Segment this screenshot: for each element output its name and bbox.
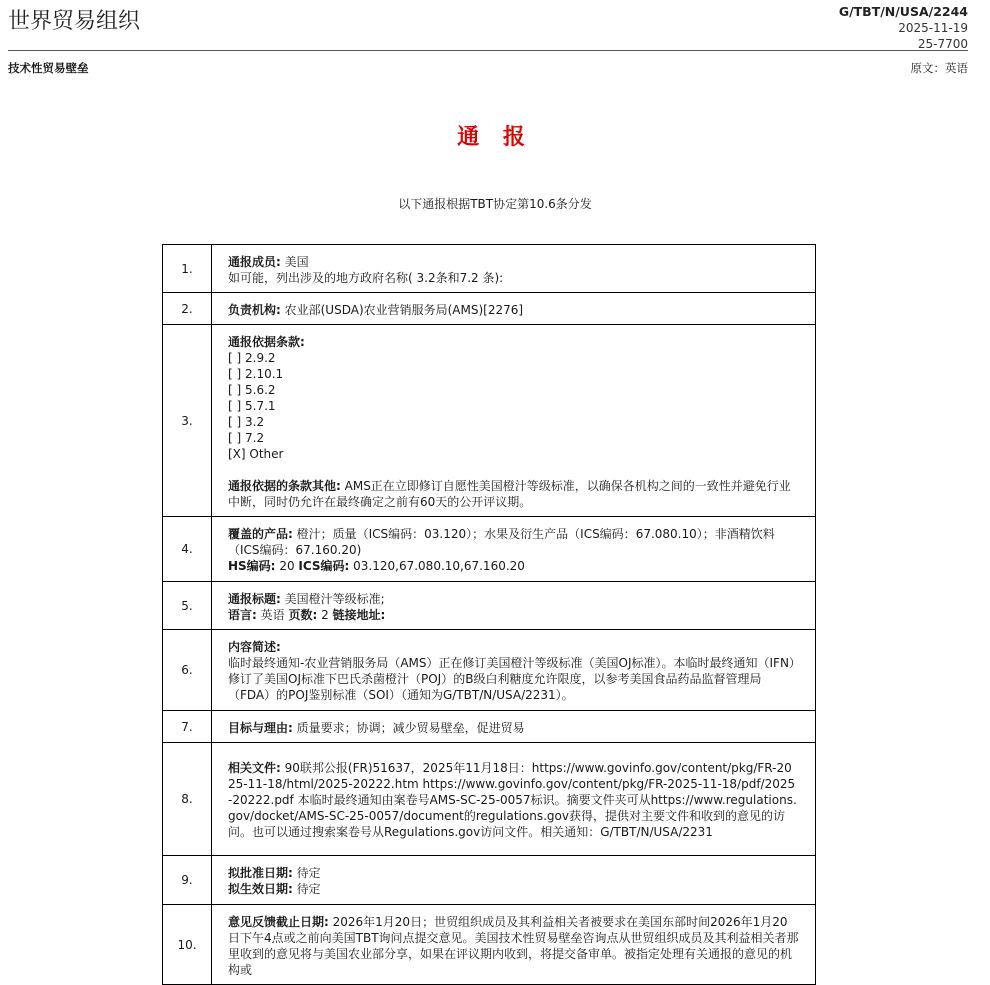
item-content	[212, 711, 816, 743]
item-number: 6.	[163, 630, 212, 711]
checkbox-option: [ ] 5.6.2	[228, 382, 276, 397]
checkbox-option: [X] Other	[228, 446, 284, 461]
table-row	[163, 582, 816, 630]
item-number: 3.	[163, 325, 212, 517]
table-row	[163, 905, 816, 985]
header-divider	[8, 50, 968, 51]
item-value: 20	[275, 559, 299, 573]
table-row	[163, 856, 816, 905]
item-number: 4.	[163, 517, 212, 582]
item-value: 橙汁；质量（ICS编码：03.120）；水果及衍生产品（ICS编码：67.080.10）；非酒精饮料（ICS编码：67.160.20)	[228, 527, 775, 557]
item-value: 美国橙汁等级标准;	[280, 591, 385, 606]
checkbox-option: [ ] 3.2	[228, 414, 265, 429]
checkbox-option: [ ] 7.2	[228, 430, 265, 445]
item-value: 美国	[280, 254, 309, 269]
notification-heading: 通 报	[457, 125, 533, 150]
notification-subtitle: 以下通报根据TBT协定第10.6条分发	[398, 197, 592, 211]
committee-name: 技术性贸易壁垒	[8, 61, 89, 75]
item-content	[212, 630, 816, 711]
item-content	[212, 582, 816, 630]
item-label: 通报成员:	[228, 254, 281, 269]
table-row	[163, 743, 816, 856]
item-label: 拟批准日期:	[228, 866, 293, 880]
item-label: 页数:	[288, 607, 318, 622]
item-number: 7.	[163, 711, 212, 743]
table-row	[163, 245, 816, 293]
item-label: 通报依据条款:	[228, 334, 305, 349]
document-reference: 25-7700	[917, 37, 968, 51]
item-content	[212, 245, 816, 293]
item-label: 负责机构:	[228, 302, 281, 317]
item-value: 农业部(USDA)农业营销服务局(AMS)[2276]	[280, 302, 524, 317]
item-label: 内容简述:	[228, 640, 281, 654]
organization-title: 世界贸易组织	[8, 9, 141, 34]
document-date: 2025-11-19	[898, 21, 968, 35]
item-label: ICS编码:	[298, 559, 350, 573]
table-row	[163, 325, 816, 517]
table-row	[163, 711, 816, 743]
item-number: 5.	[163, 582, 212, 630]
item-value: 2	[317, 607, 333, 622]
item-content	[212, 325, 816, 517]
item-number: 8.	[163, 743, 212, 856]
item-label: 链接地址:	[332, 607, 386, 622]
spacer	[228, 462, 799, 478]
item-number: 2.	[163, 293, 212, 325]
item-number: 9.	[163, 856, 212, 905]
item-value: 90联邦公报(FR)51637，2025年11月18日：https://www.govinfo.gov/content/pkg/FR-2025-11-18/html/2025-20222.htm https://www.govinfo.gov/content/pkg/FR-2025-11-18/pdf/2025-20222.pdf 本临时最终通知由案卷号AMS-SC-25-0057标识。摘要文件夹可从https://www.regulations.gov/docket/AMS-SC-25-0057/document的regulations.gov获得，提供对主要文件和收到的意见的访问。也可以通过搜索案卷号从Regulations.gov访问文件。相关通知：G/TBT/N/USA/2231	[228, 761, 797, 839]
item-text: 临时最终通知-农业营销服务局（AMS）正在修订美国橙汁等级标准（美国OJ标准）。本临时最终通知（IFN）修订了美国OJ标准下巴氏杀菌橙汁（POJ）的B级白利糖度允许限度，以参考美国食品药品监督管理局（FDA）的POJ鉴别标准（SOI）（通知为G/TBT/N/USA/2231）。	[228, 656, 795, 702]
item-value: 03.120,67.080.10,67.160.20	[349, 559, 525, 573]
item-number: 1.	[163, 245, 212, 293]
item-value: 质量要求；协调；减少贸易壁垒，促进贸易	[292, 720, 525, 735]
item-value: 英语	[256, 607, 289, 622]
checkbox-option: [ ] 2.9.2	[228, 350, 276, 365]
item-number: 10.	[163, 905, 212, 985]
notification-table	[162, 244, 816, 985]
item-label: 意见反馈截止日期:	[228, 914, 329, 929]
item-content	[212, 293, 816, 325]
item-text: 如可能，列出涉及的地方政府名称( 3.2条和7.2 条):	[228, 270, 504, 285]
item-label: 拟生效日期:	[228, 882, 293, 896]
table-row	[163, 517, 816, 582]
item-content	[212, 743, 816, 856]
item-content	[212, 856, 816, 905]
item-label: 语言:	[228, 607, 257, 622]
item-value: 待定	[292, 882, 321, 896]
item-label: 相关文件:	[228, 761, 281, 775]
checkbox-option: [ ] 2.10.1	[228, 366, 284, 381]
item-label: 通报标题:	[228, 591, 281, 606]
item-label: 覆盖的产品:	[228, 527, 293, 541]
item-label: HS编码:	[228, 559, 276, 573]
item-value: 2026年1月20日；世贸组织成员及其利益相关者被要求在美国东部时间2026年1月20日下午4点或之前向美国TBT询问点提交意见。美国技术性贸易壁垒咨询点从世贸组织成员及其利益相关者那里收到的意见将与美国农业部分享，如果在评议期内收到，将提交备审单。被指定处理有关通报的意见的机构或	[228, 914, 799, 977]
table-row	[163, 630, 816, 711]
item-label: 目标与理由:	[228, 720, 293, 735]
item-value: AMS正在立即修订自愿性美国橙汁等级标准，以确保各机构之间的一致性并避免行业中断，同时仍允许在最终确定之前有60天的公开评议期。	[228, 478, 791, 509]
document-meta	[839, 4, 968, 52]
checkbox-option: [ ] 5.7.1	[228, 398, 276, 413]
document-symbol: G/TBT/N/USA/2244	[838, 4, 968, 19]
item-value: 待定	[292, 866, 321, 880]
table-row	[163, 293, 816, 325]
item-content	[212, 517, 816, 582]
original-language: 原文：英语	[910, 61, 968, 75]
item-content	[212, 905, 816, 985]
item-label: 通报依据的条款其他:	[228, 478, 341, 493]
